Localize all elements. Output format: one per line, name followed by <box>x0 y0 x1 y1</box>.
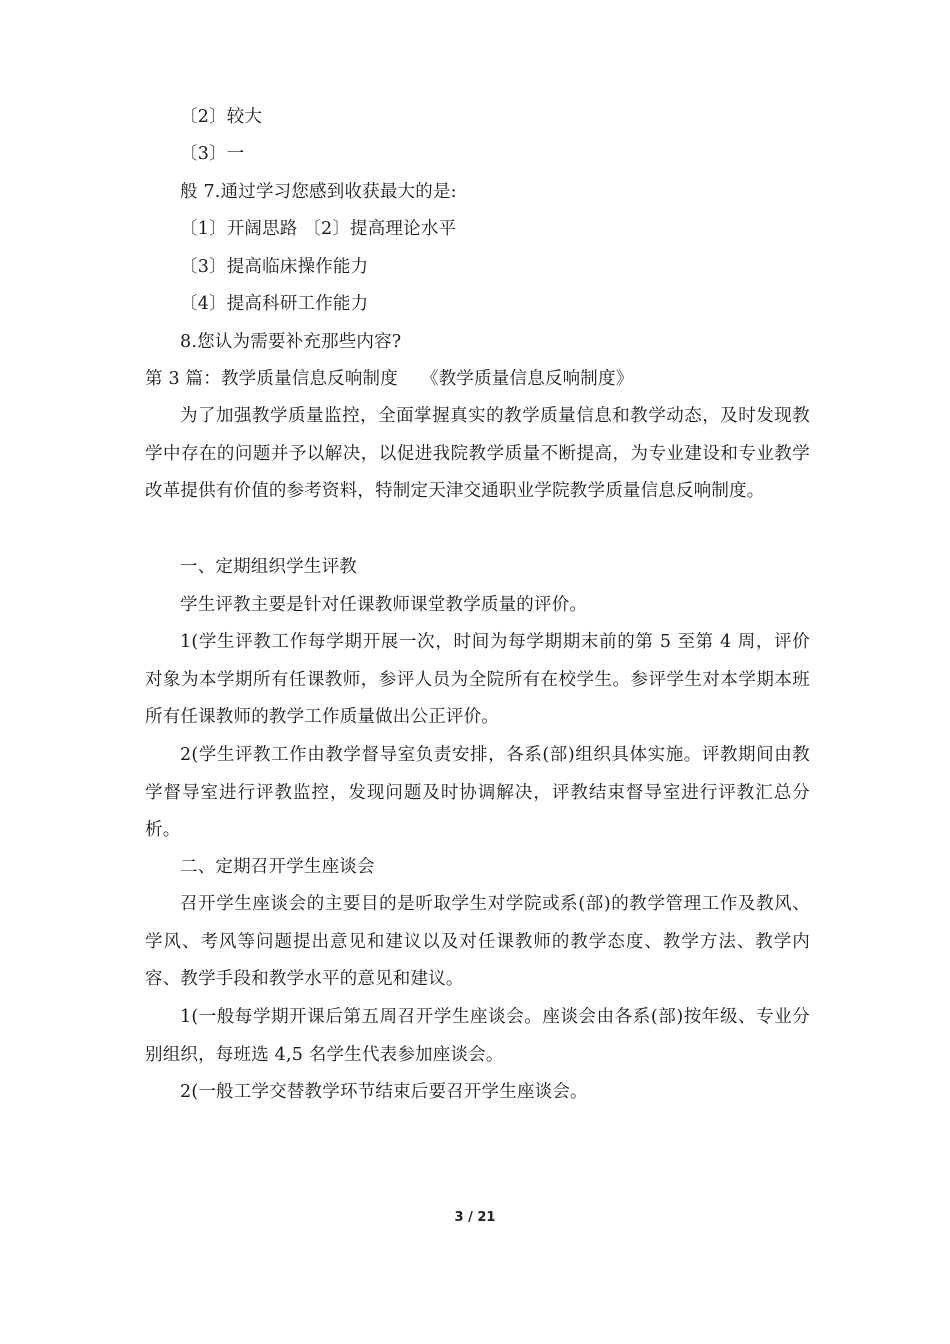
option-line: 〔2〕较大 <box>180 107 263 127</box>
page-number: 3 / 21 <box>454 1210 496 1225</box>
list-item-paragraph: 1(学生评教工作每学期开展一次，时间为每学期期末前的第 5 至第 4 周，评价对象为本学期所有任课教师，参评人员为全院所有在校学生。参评学生对本学期本班所有任课教师的教学工作质量做出公正评价。 <box>145 632 810 727</box>
option-line: 〔3〕一 <box>180 144 245 164</box>
list-item-paragraph: 2(一般工学交替教学环节结束后要召开学生座谈会。 <box>180 1082 588 1102</box>
option-line: 〔3〕提高临床操作能力 <box>180 257 369 277</box>
question-line: 般 7.通过学习您感到收获最大的是: <box>180 182 457 202</box>
list-item-paragraph: 2(学生评教工作由教学督导室负责安排，各系(部)组织具体实施。评教期间由教学督导室进行评教监控，发现问题及时协调解决，评教结束督导室进行评教汇总分析。 <box>145 745 810 840</box>
list-item-paragraph: 1(一般每学期开课后第五周召开学生座谈会。座谈会由各系(部)按年级、专业分别组织，每班选 4,5 名学生代表参加座谈会。 <box>145 1007 810 1065</box>
option-line: 〔4〕提高科研工作能力 <box>180 294 369 314</box>
section-heading: 一、定期组织学生评教 <box>180 557 357 577</box>
section-paragraph: 召开学生座谈会的主要目的是听取学生对学院或系(部)的教学管理工作及教风、学风、考风等问题提出意见和建议以及对任课教师的教学态度、教学方法、教学内容、教学手段和教学水平的意见和建议。 <box>145 894 810 989</box>
chapter-heading: 第 3 篇：教学质量信息反响制度 《教学质量信息反响制度》 <box>145 369 634 389</box>
option-line: 〔1〕开阔思路 〔2〕提高理论水平 <box>180 219 457 239</box>
question-line: 8.您认为需要补充那些内容? <box>180 332 402 352</box>
section-heading: 二、定期召开学生座谈会 <box>180 857 375 877</box>
paragraph-line: 学生评教主要是针对任课教师课堂教学质量的评价。 <box>180 595 588 615</box>
intro-paragraph: 为了加强教学质量监控，全面掌握真实的教学质量信息和教学动态，及时发现教学中存在的问题并予以解决，以促进我院教学质量不断提高，为专业建设和专业教学改革提供有价值的参考资料，特制定天津交通职业学院教学质量信息反响制度。 <box>145 406 810 501</box>
